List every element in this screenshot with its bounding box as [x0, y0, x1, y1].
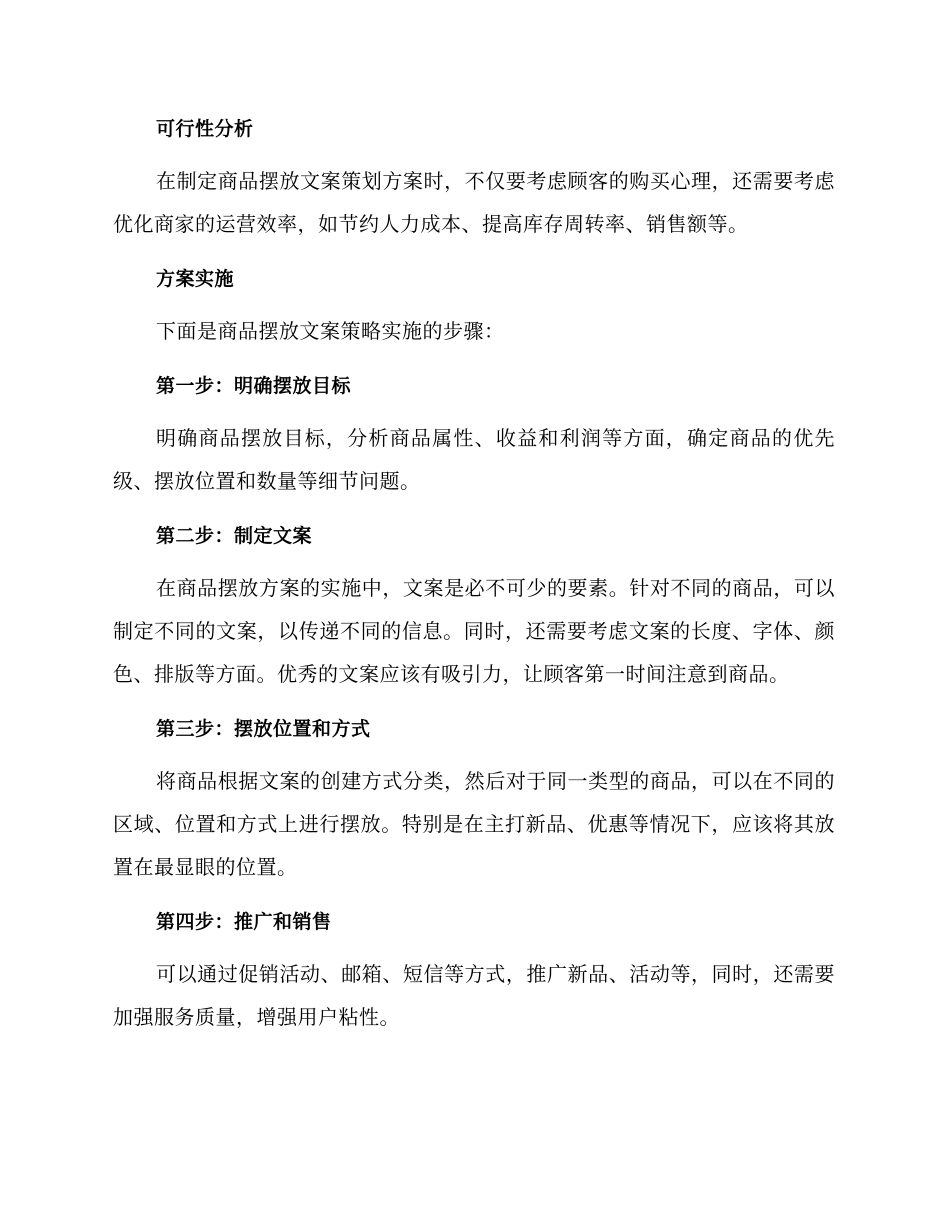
document-content [113, 108, 835, 1039]
section-body-step-3: 将商品根据文案的创建方式分类，然后对于同一类型的商品，可以在不同的区域、位置和方式上进行摆放。特别是在主打新品、优惠等情况下，应该将其放置在最显眼的位置。 [113, 769, 835, 879]
section-body-step-2: 在商品摆放方案的实施中，文案是必不可少的要素。针对不同的商品，可以制定不同的文案，以传递不同的信息。同时，还需要考虑文案的长度、字体、颜色、排版等方面。优秀的文案应该有吸引力，让顾客第一时间注意到商品。 [113, 576, 835, 686]
section-heading-step-2: 第二步：制定文案 [156, 525, 313, 547]
section-heading-feasibility: 可行性分析 [156, 118, 254, 140]
section-body-step-4: 可以通过促销活动、邮箱、短信等方式，推广新品、活动等，同时，还需要加强服务质量，增强用户粘性。 [113, 962, 835, 1029]
section-heading-step-3: 第三步：摆放位置和方式 [156, 718, 371, 740]
section-heading-step-4: 第四步：推广和销售 [156, 911, 332, 933]
section-heading-implementation: 方案实施 [156, 268, 235, 290]
section-body-feasibility: 在制定商品摆放文案策划方案时，不仅要考虑顾客的购买心理，还需要考虑优化商家的运营效率，如节约人力成本、提高库存周转率、销售额等。 [113, 169, 835, 236]
section-body-implementation: 下面是商品摆放文案策略实施的步骤： [156, 319, 505, 343]
section-heading-step-1: 第一步：明确摆放目标 [156, 375, 352, 397]
section-body-step-1: 明确商品摆放目标，分析商品属性、收益和利润等方面，确定商品的优先级、摆放位置和数量等细节问题。 [113, 426, 835, 493]
